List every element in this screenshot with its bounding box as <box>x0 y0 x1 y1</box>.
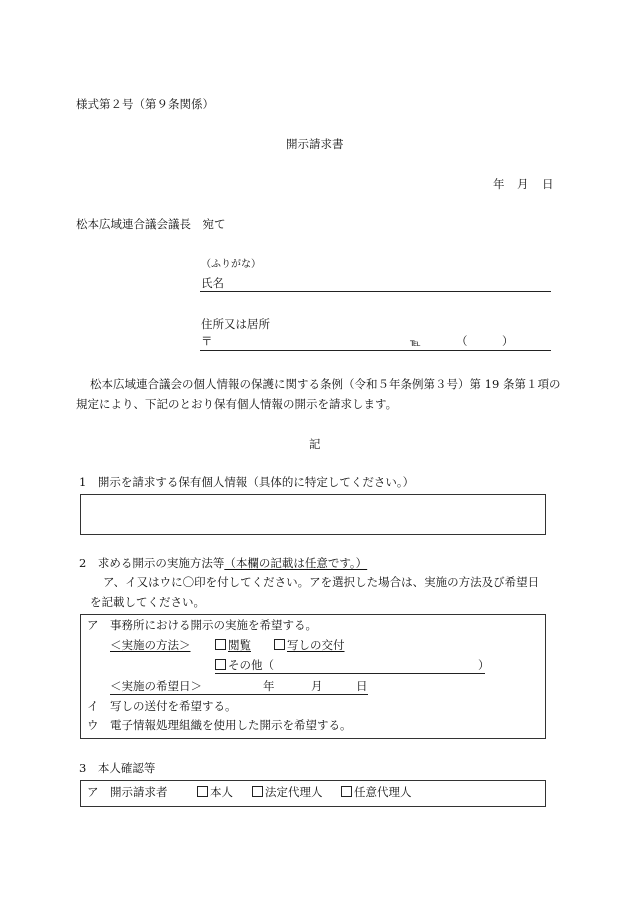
date-year: 年 <box>493 177 505 191</box>
option-i-marker[interactable]: イ <box>87 699 99 713</box>
date-day: 日 <box>542 177 554 191</box>
furigana-label: （ふりがな） <box>201 259 261 270</box>
legal-agent-label: 法定代理人 <box>265 785 323 799</box>
desired-date-label: ＜実施の希望日＞ <box>110 679 202 693</box>
self-checkbox[interactable] <box>197 786 208 797</box>
intro-line-1: 松本広域連合議会の個人情報の保護に関する条例（令和５年条例第３号）第 19 条第１項の <box>90 377 561 391</box>
option-a-marker[interactable]: ア <box>87 618 99 632</box>
method-label: ＜実施の方法＞ <box>110 638 191 652</box>
address-label: 住所又は居所 <box>201 317 270 331</box>
date-month: 月 <box>517 177 529 191</box>
other-close-paren: ） <box>478 658 490 672</box>
self-label: 本人 <box>210 785 233 799</box>
page-title: 開示請求書 <box>286 137 344 151</box>
other-field-line[interactable] <box>215 673 485 674</box>
legal-agent-checkbox[interactable] <box>252 786 263 797</box>
viewing-label: 閲覧 <box>228 638 251 652</box>
intro-line-2: 規定により、下記のとおり保有個人情報の開示を請求します。 <box>76 397 398 411</box>
name-field-line[interactable] <box>200 291 551 292</box>
section2-heading-prefix: 2 求める開示の実施方法等 <box>79 556 225 570</box>
tel-label: ℡ <box>410 338 421 349</box>
section2-heading-note: （本欄の記載は任意です。） <box>224 556 368 570</box>
requested-info-box[interactable] <box>80 494 546 535</box>
copy-delivery-checkbox[interactable] <box>274 639 285 650</box>
postal-mark: 〒 <box>201 334 213 348</box>
voluntary-agent-label: 任意代理人 <box>354 785 412 799</box>
name-label: 氏名 <box>201 276 224 290</box>
viewing-option[interactable] <box>215 639 251 653</box>
addressee: 松本広域連合議会議長 宛て <box>76 217 226 231</box>
copy-delivery-option[interactable] <box>274 639 345 653</box>
viewing-checkbox[interactable] <box>215 639 226 650</box>
other-option[interactable] <box>215 659 274 673</box>
section3-heading: 3 本人確認等 <box>79 761 156 775</box>
option-u-text: 電子情報処理組織を使用した開示を希望する。 <box>110 718 352 732</box>
voluntary-agent-option[interactable] <box>341 786 412 800</box>
section2-heading <box>79 557 367 571</box>
voluntary-agent-checkbox[interactable] <box>341 786 352 797</box>
legal-agent-option[interactable] <box>252 786 323 800</box>
tel-parens: （ ） <box>456 334 514 348</box>
copy-delivery-label: 写しの交付 <box>287 638 345 652</box>
section2-instruction-2: を記載してください。 <box>90 595 205 609</box>
desired-date-day: 日 <box>356 679 368 693</box>
section3-row-marker: ア <box>87 785 99 799</box>
option-a-text: 事務所における開示の実施を希望する。 <box>110 618 317 632</box>
section2-instruction-1: ア、イ又はウに〇印を付してください。アを選択した場合は、実施の方法及び希望日 <box>103 575 540 589</box>
desired-date-line[interactable] <box>110 694 368 695</box>
other-checkbox[interactable] <box>215 659 226 670</box>
other-label: その他（ <box>228 658 274 672</box>
section3-row-label: 開示請求者 <box>110 785 168 799</box>
self-option[interactable] <box>197 786 233 800</box>
option-i-text: 写しの送付を希望する。 <box>110 699 237 713</box>
address-field-line[interactable] <box>200 350 551 351</box>
section1-heading: 1 開示を請求する保有個人情報（具体的に特定してください。） <box>79 475 415 489</box>
desired-date-year: 年 <box>263 679 275 693</box>
desired-date-month: 月 <box>311 679 323 693</box>
ki-heading: 記 <box>309 437 321 451</box>
form-number: 様式第２号（第９条関係） <box>76 97 214 111</box>
option-u-marker[interactable]: ウ <box>87 718 99 732</box>
